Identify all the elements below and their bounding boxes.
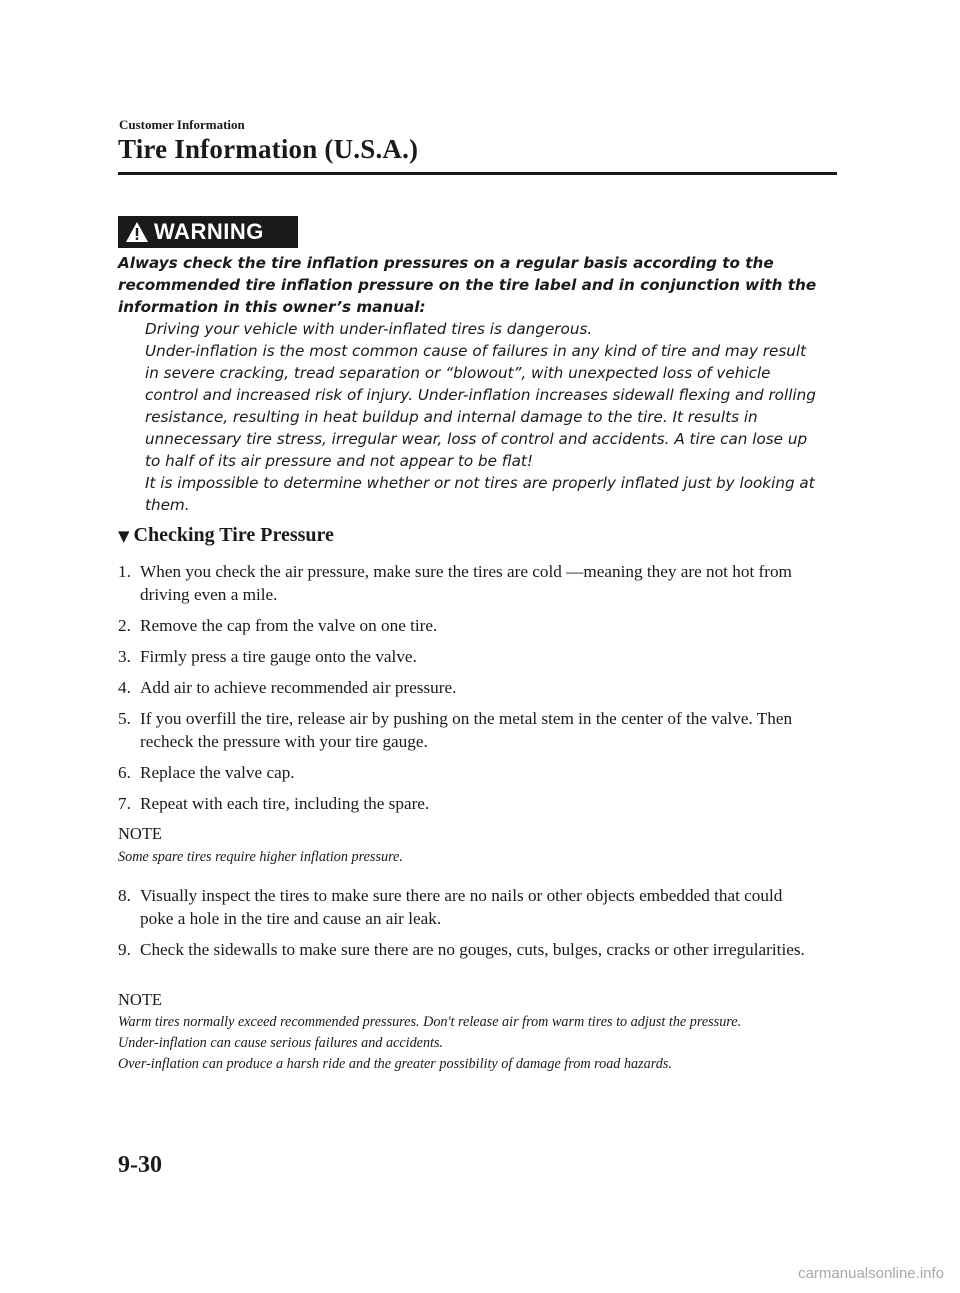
note-line: Some spare tires require higher inflation pressure. (118, 849, 403, 865)
warning-paragraph: Driving your vehicle with under-inflated tires is dangerous. (145, 320, 593, 338)
warning-paragraph: It is impossible to determine whether or not tires are properly inflated just by looking at them. (145, 474, 815, 514)
warning-body (118, 318, 818, 516)
list-item (118, 614, 818, 637)
note-line: Under-inflation can cause serious failures and accidents. (118, 1035, 444, 1051)
warning-badge (118, 216, 298, 248)
list-item (118, 707, 818, 753)
step-number: 2. (118, 616, 131, 635)
step-number: 1. (118, 562, 131, 581)
step-number: 4. (118, 678, 131, 697)
list-item (118, 884, 818, 930)
step-text: Repeat with each tire, including the spare. (140, 794, 430, 813)
warning-triangle-icon (124, 220, 150, 244)
triangle-down-icon: ▼ (118, 526, 130, 545)
list-item (118, 761, 818, 784)
step-number: 6. (118, 763, 131, 782)
step-text: If you overfill the tire, release air by pushing on the metal stem in the center of the valve. Then recheck the pressure with your tire gauge. (140, 709, 793, 751)
step-text: When you check the air pressure, make sure the tires are cold ―meaning they are not hot from driving even a mile. (140, 562, 792, 604)
note-heading: NOTE (118, 824, 162, 843)
title-divider (118, 172, 837, 175)
step-number: 9. (118, 940, 131, 959)
note-line: Warm tires normally exceed recommended pressures. Don't release air from warm tires to adjust the pressure. (118, 1014, 742, 1030)
step-text: Remove the cap from the valve on one tire. (140, 616, 438, 635)
list-item (118, 676, 818, 699)
step-text: Firmly press a tire gauge onto the valve. (140, 647, 417, 666)
steps-list-b (118, 884, 818, 961)
subsection-title: Checking Tire Pressure (133, 524, 334, 546)
list-item (118, 938, 818, 961)
list-item (118, 792, 818, 815)
watermark: carmanualsonline.info (798, 1265, 944, 1282)
subsection-heading (118, 524, 334, 547)
note-text (118, 847, 818, 868)
warning-paragraph: Under-inflation is the most common cause of failures in any kind of tire and may result in severe cracking, tread separation or “blowout”, with unexpected loss of vehicle control and increased risk of injury. Under-inflation increases sidewall flexing and rolling resistance, resulting in heat buildup and internal damage to the tire. It results in unnecessary tire stress, irregular wear, loss of control and accidents. A tire can lose up to half of its air pressure and not appear to be flat! (145, 342, 816, 470)
step-text: Check the sidewalls to make sure there are no gouges, cuts, bulges, cracks or other irregularities. (140, 940, 805, 959)
list-item (118, 560, 818, 606)
page-title: Tire Information (U.S.A.) (118, 134, 419, 164)
warning-lead: Always check the tire inflation pressures on a regular basis according to the recommended tire inflation pressure on the tire label and in conjunction with the information in this owner’s manual: (118, 254, 817, 316)
step-number: 8. (118, 886, 131, 905)
step-text: Add air to achieve recommended air pressure. (140, 678, 457, 697)
note-heading: NOTE (118, 990, 162, 1009)
note-text (118, 1012, 818, 1075)
step-number: 3. (118, 647, 131, 666)
step-text: Replace the valve cap. (140, 763, 295, 782)
step-number: 7. (118, 794, 131, 813)
step-text: Visually inspect the tires to make sure there are no nails or other objects embedded that could poke a hole in the tire and cause an air leak. (140, 886, 783, 928)
section-label: Customer Information (119, 117, 245, 132)
warning-label: WARNING (154, 219, 264, 244)
steps-list-a (118, 560, 818, 815)
list-item (118, 645, 818, 668)
note-line: Over-inflation can produce a harsh ride and the greater possibility of damage from road hazards. (118, 1056, 672, 1072)
warning-text (118, 252, 818, 516)
page-number: 9-30 (118, 1152, 162, 1178)
step-number: 5. (118, 709, 131, 728)
